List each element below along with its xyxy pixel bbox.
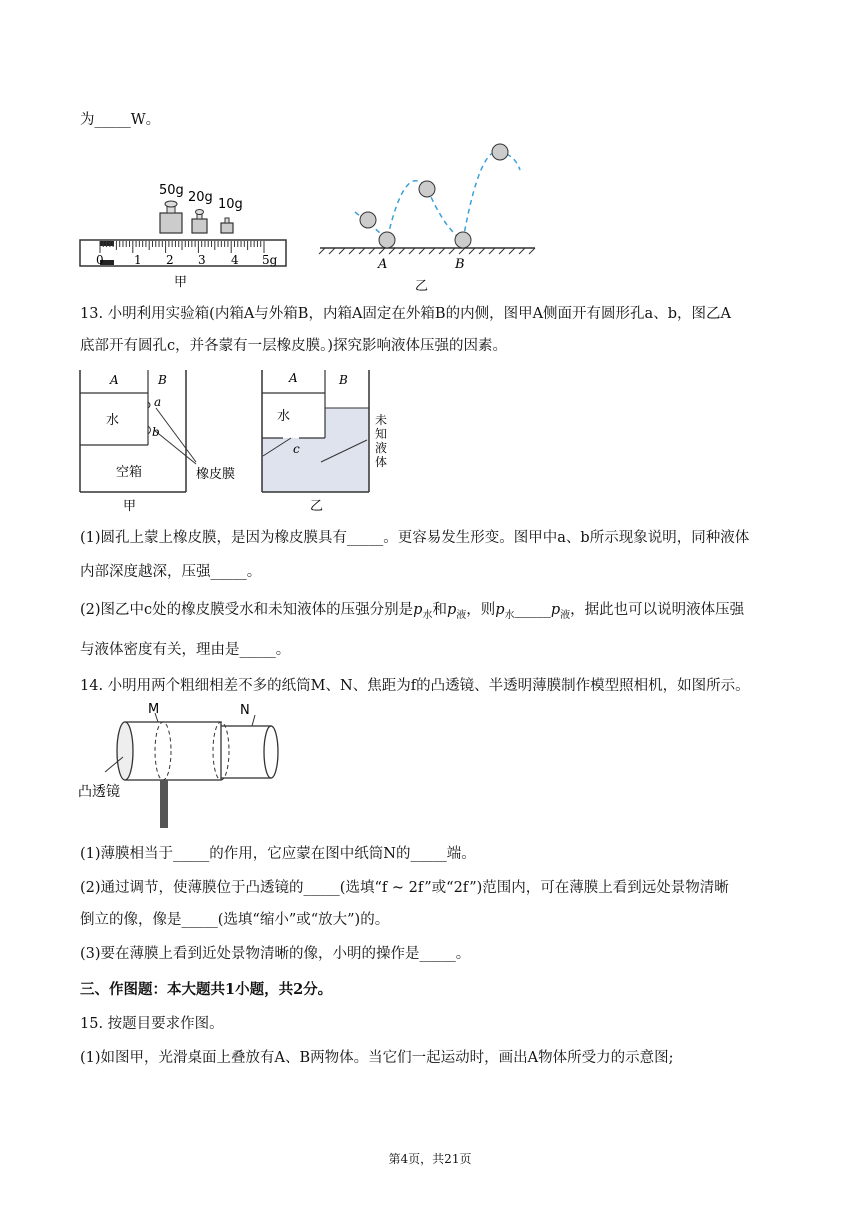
scale-tick-3: 3 xyxy=(198,253,206,267)
caption-yi: 乙 xyxy=(415,279,429,294)
scale-tick-5g: 5g xyxy=(262,253,278,267)
pressure-symbol-p-4: p xyxy=(550,602,561,618)
label-empty-box: 空箱 xyxy=(116,465,143,480)
point-a-label: A xyxy=(378,257,388,272)
q13-p2-text-and: 和 xyxy=(432,602,447,618)
section-3-heading: 三、作图题：本大题共1小题，共2分。 xyxy=(80,981,333,998)
scale-tick-2: 2 xyxy=(166,253,174,267)
figure-13-jia xyxy=(78,368,263,518)
label-water: 水 xyxy=(106,413,120,428)
q13-p2-text-post: ，据此也可以说明液体压强 xyxy=(570,602,745,618)
caption-jia: 甲 xyxy=(174,275,188,290)
scale-tick-0: 0 xyxy=(96,253,104,267)
answer-line-power: 为_____W。 xyxy=(80,112,161,128)
label-membrane: 橡皮膜 xyxy=(196,467,236,482)
figure-balance-weights xyxy=(78,170,293,290)
q13-p2-text-a: (2)图乙中c处的橡皮膜受水和未知液体的压强分别是 xyxy=(80,602,414,618)
question-13-part1-line1: (1)圆孔上蒙上橡皮膜，是因为橡皮膜具有_____。更容易发生形变。图甲中a、b所示现象说明，同种液体 xyxy=(80,530,750,546)
scale-tick-1: 1 xyxy=(134,253,142,267)
pressure-water-subscript: 水 xyxy=(422,610,433,621)
pressure-symbol-p: p xyxy=(413,602,423,618)
weight-20g: 20g xyxy=(188,190,213,205)
label-unknown-liquid-3: 液 xyxy=(375,441,388,455)
label-hole-c: c xyxy=(293,442,300,456)
weight-10g: 10g xyxy=(218,197,243,212)
question-15: 15. 按题目要求作图。 xyxy=(80,1016,224,1032)
label-tube-n: N xyxy=(240,703,250,718)
figure-13-yi xyxy=(255,368,415,518)
question-14: 14. 小明用两个粗细相差不多的纸筒M、N、焦距为f的凸透镜、半透明薄膜制作模型照相机，如图所示。 xyxy=(80,678,750,694)
label-unknown-liquid-1: 未 xyxy=(375,413,388,427)
question-13-part1-line2: 内部深度越深，压强_____。 xyxy=(80,564,262,580)
label-inner-box-a: A xyxy=(110,373,119,387)
label-outer-box-b: B xyxy=(158,373,167,387)
label-inner-box-a-2: A xyxy=(289,371,298,385)
label-unknown-liquid-4: 体 xyxy=(375,455,388,469)
scale-tick-4: 4 xyxy=(231,253,239,267)
label-tube-m: M xyxy=(148,702,160,717)
question-13-part2-line2: 与液体密度有关，理由是_____。 xyxy=(80,642,291,658)
question-13-part2-line1 xyxy=(80,600,744,626)
label-convex-lens: 凸透镜 xyxy=(78,784,120,800)
label-unknown-liquid-2: 知 xyxy=(375,427,388,441)
page-footer: 第4页，共21页 xyxy=(388,1152,472,1166)
pressure-compare-blank: _____ xyxy=(514,602,551,618)
caption-yi-13: 乙 xyxy=(310,499,324,514)
label-hole-b: b xyxy=(152,425,160,439)
question-14-part3: (3)要在薄膜上看到近处景物清晰的像，小明的操作是_____。 xyxy=(80,946,471,962)
label-water-2: 水 xyxy=(277,409,291,424)
figure-bouncing-ball xyxy=(315,140,540,295)
label-outer-box-b-2: B xyxy=(339,373,348,387)
question-13-line1: 13. 小明利用实验箱(内箱A与外箱B，内箱A固定在外箱B的内侧，图甲A侧面开有圆形孔a、b，图乙A xyxy=(80,306,731,322)
caption-jia-13: 甲 xyxy=(123,499,137,514)
pressure-water-subscript-2: 水 xyxy=(504,610,515,621)
question-14-part1: (1)薄膜相当于_____的作用，它应蒙在图中纸筒N的_____端。 xyxy=(80,846,476,862)
figure-model-camera xyxy=(78,702,283,832)
pressure-liquid-subscript-2: 液 xyxy=(560,610,571,621)
question-14-part2-line1: (2)通过调节，使薄膜位于凸透镜的_____(选填“f ~ 2f”或“2f”)范围内，可在薄膜上看到远处景物清晰 xyxy=(80,880,729,896)
weight-50g: 50g xyxy=(159,183,184,198)
q13-p2-text-then: ，则 xyxy=(466,602,496,618)
pressure-symbol-p-2: p xyxy=(446,602,457,618)
question-13-line2: 底部开有圆孔c，并各蒙有一层橡皮膜。)探究影响液体压强的因素。 xyxy=(80,338,508,354)
question-15-part1: (1)如图甲，光滑桌面上叠放有A、B两物体。当它们一起运动时，画出A物体所受力的示意图; xyxy=(80,1050,674,1066)
point-b-label: B xyxy=(455,257,465,272)
label-hole-a: a xyxy=(154,395,162,409)
pressure-liquid-subscript: 液 xyxy=(456,610,467,621)
question-14-part2-line2: 倒立的像，像是_____(选填“缩小”或“放大”)的。 xyxy=(80,912,390,928)
pressure-symbol-p-3: p xyxy=(495,602,505,618)
